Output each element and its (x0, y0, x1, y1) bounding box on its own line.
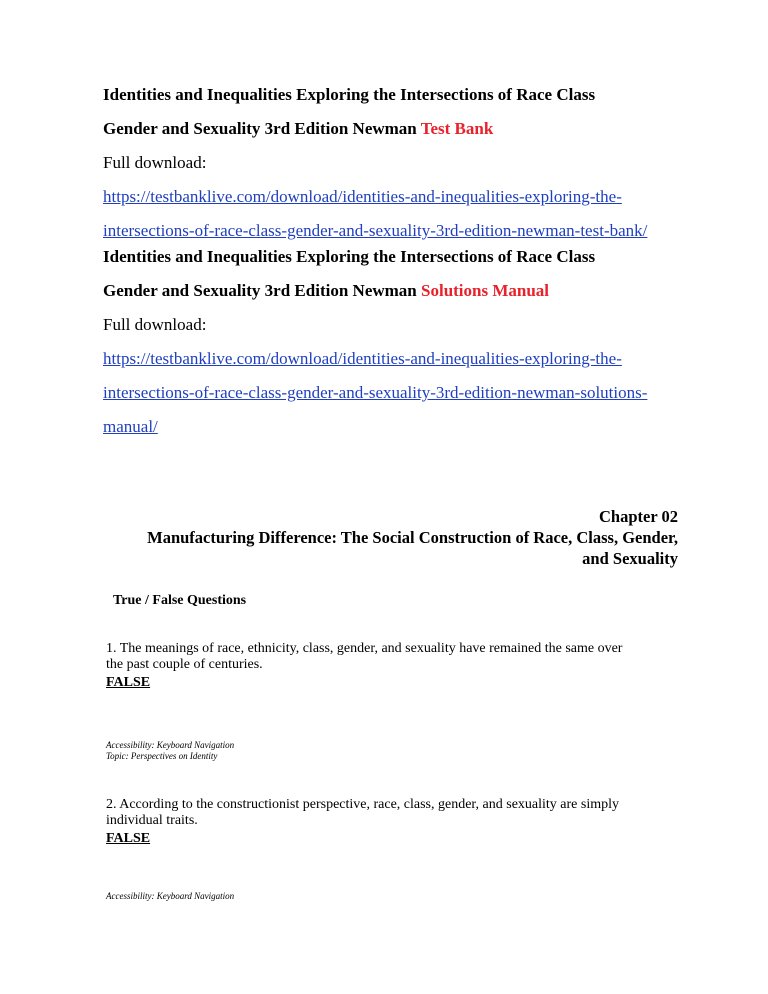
meta-accessibility: Accessibility: Keyboard Navigation (106, 740, 235, 750)
question-answer: FALSE (106, 831, 151, 846)
entry-title-line2 (103, 274, 703, 308)
solutions-manual-entry (103, 240, 703, 444)
entry-title-highlight: Test Bank (420, 119, 494, 138)
chapter-heading (103, 506, 678, 569)
download-label: Full download: (103, 153, 207, 172)
question-text-line1: 1. The meanings of race, ethnicity, class, gender, and sexuality have remained the same over (106, 641, 623, 656)
entry-title-line1: Identities and Inequalities Exploring the Intersections of Race Class (103, 247, 596, 266)
meta-accessibility: Accessibility: Keyboard Navigation (106, 891, 235, 901)
question-text-line1: 2. According to the constructionist perspective, race, class, gender, and sexuality are simply (106, 797, 620, 812)
entry-title-line1: Identities and Inequalities Exploring the Intersections of Race Class (103, 85, 596, 104)
question-1-meta (106, 740, 506, 762)
section-heading: True / False Questions (113, 593, 247, 608)
question-2 (106, 797, 696, 847)
entry-title-highlight: Solutions Manual (421, 281, 550, 300)
question-answer: FALSE (106, 675, 151, 690)
download-link-line2[interactable]: intersections-of-race-class-gender-and-sexuality-3rd-edition-newman-test-bank/ (103, 221, 648, 240)
chapter-title-line2: and Sexuality (582, 549, 678, 568)
test-bank-entry (103, 78, 703, 248)
entry-title-prefix: Gender and Sexuality 3rd Edition Newman (103, 281, 422, 300)
entry-title-line2 (103, 112, 703, 146)
question-1 (106, 641, 696, 691)
meta-topic: Topic: Perspectives on Identity (106, 751, 218, 761)
download-link-line1[interactable]: https://testbanklive.com/download/identities-and-inequalities-exploring-the- (103, 349, 622, 368)
download-link-line3[interactable]: manual/ (103, 417, 158, 436)
chapter-label: Chapter 02 (599, 507, 678, 526)
entry-title-prefix: Gender and Sexuality 3rd Edition Newman (103, 119, 421, 138)
question-text-line2: individual traits. (106, 813, 198, 828)
download-link-line1[interactable]: https://testbanklive.com/download/identities-and-inequalities-exploring-the- (103, 187, 622, 206)
question-text-line2: the past couple of centuries. (106, 657, 263, 672)
download-label: Full download: (103, 315, 207, 334)
download-link-line2[interactable]: intersections-of-race-class-gender-and-sexuality-3rd-edition-newman-solutions- (103, 383, 648, 402)
question-2-meta (106, 891, 506, 902)
chapter-title-line1: Manufacturing Difference: The Social Construction of Race, Class, Gender, (147, 528, 678, 547)
